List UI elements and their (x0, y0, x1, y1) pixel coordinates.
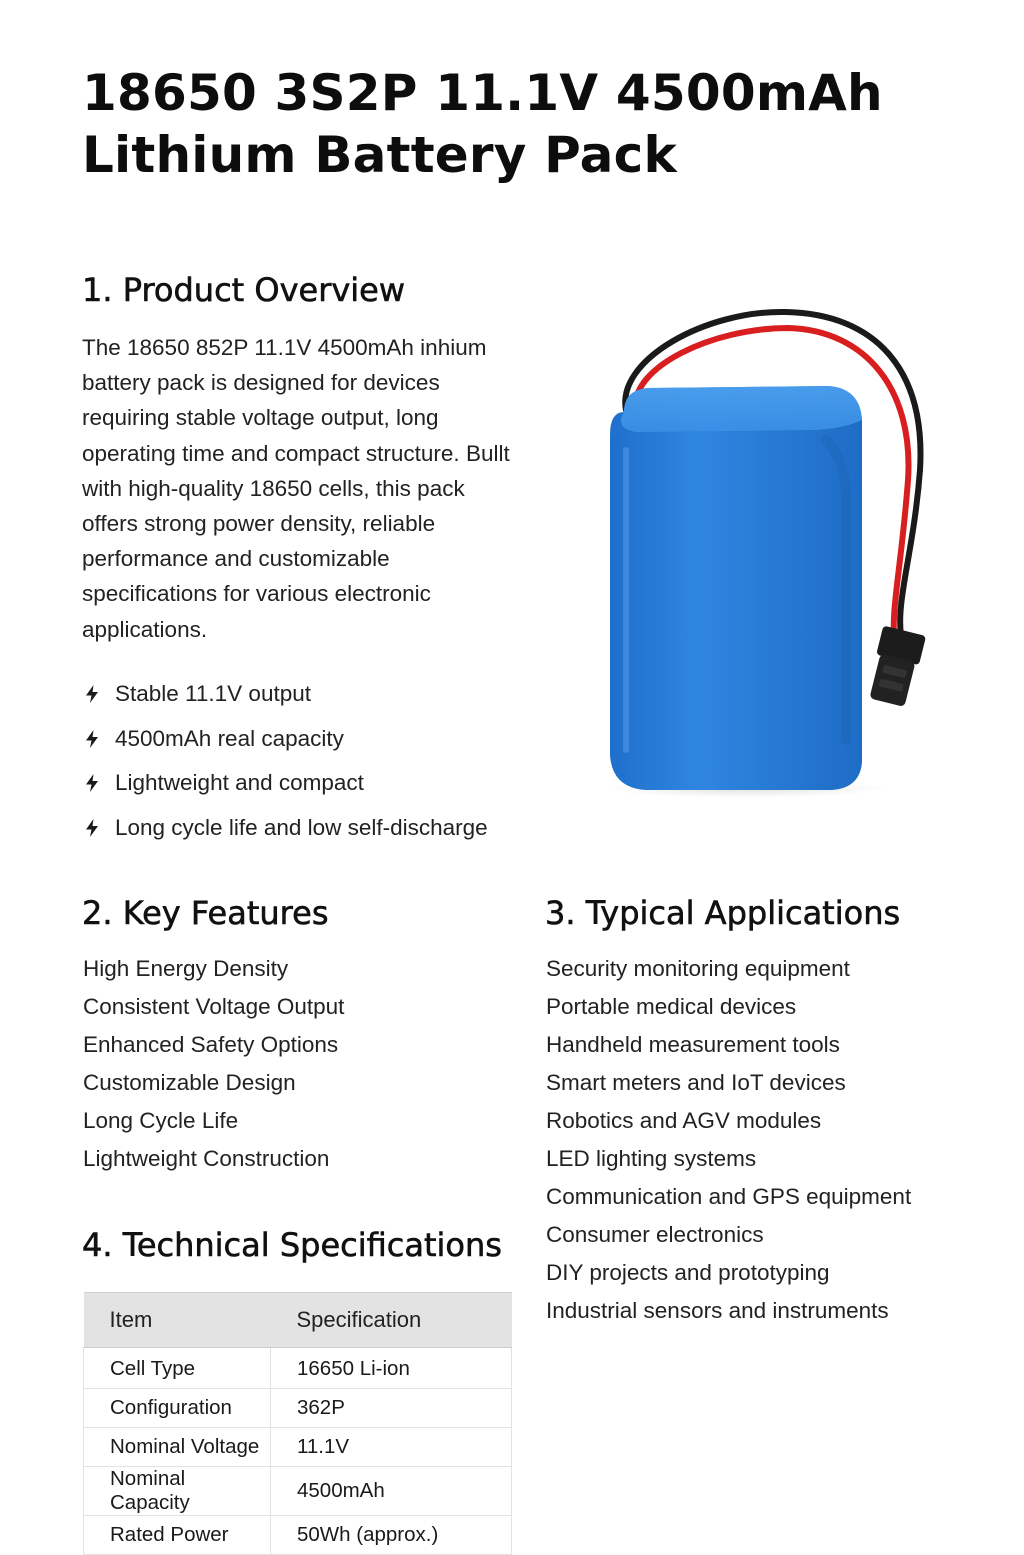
bullet-label: Lightweight and compact (115, 770, 364, 796)
list-item: LED lighting systems (546, 1146, 757, 1171)
key-features-heading: 2. Key Features (82, 894, 329, 932)
lightning-bolt-icon (82, 729, 102, 749)
list-item: High Energy Density (83, 956, 289, 981)
table-row (84, 1348, 512, 1389)
list-item: Smart meters and IoT devices (546, 1070, 846, 1095)
specs-table (83, 1292, 512, 1555)
overview-text: The 18650 852P 11.1V 4500mAh inhium battery pack is designed for devices requiring stable voltage output, long operating time and compact structure. Bullt with high-quality 18650 cells, this pack offers strong power density, reliable performance and customizable specifications for various electronic applications. (82, 335, 510, 642)
list-item: Enhanced Safety Options (83, 1032, 339, 1057)
applications-heading: 3. Typical Applications (545, 894, 901, 932)
list-item: Handheld measurement tools (546, 1032, 840, 1057)
list-item: Consistent Voltage Output (83, 994, 345, 1019)
applications-list (546, 950, 911, 1330)
spec-item: Cell Type (84, 1348, 271, 1389)
list-item: Lightweight Construction (83, 1146, 330, 1171)
key-features-list (83, 950, 344, 1178)
spec-value: 50Wh (approx.) (271, 1516, 512, 1555)
spec-value: 11.1V (271, 1428, 512, 1467)
lightning-bolt-icon (82, 773, 102, 793)
spec-item: Configuration (84, 1389, 271, 1428)
spec-item: Rated Power (84, 1516, 271, 1555)
overview-bullet-list (82, 672, 488, 850)
bullet-label: Stable 11.1V output (115, 681, 311, 707)
spec-value: 16650 Li-ion (271, 1348, 512, 1389)
spec-value: 4500mAh (271, 1467, 512, 1516)
specs-heading: 4. Technical Specifications (82, 1226, 502, 1264)
list-item: Communication and GPS equipment (546, 1184, 912, 1209)
lightning-bolt-icon (82, 818, 102, 838)
list-item: Long Cycle Life (83, 1108, 239, 1133)
table-row (84, 1516, 512, 1555)
table-header-row (84, 1293, 512, 1348)
table-row (84, 1467, 512, 1516)
table-row (84, 1428, 512, 1467)
list-item: Robotics and AGV modules (546, 1108, 822, 1133)
column-header-item: Item (84, 1293, 271, 1348)
overview-heading: 1. Product Overview (82, 271, 406, 309)
list-item (82, 806, 488, 851)
spec-item: Nominal Voltage (84, 1428, 271, 1467)
list-item: Security monitoring equipment (546, 956, 850, 981)
list-item: Industrial sensors and instruments (546, 1298, 889, 1323)
spec-value: 362P (271, 1389, 512, 1428)
list-item (82, 761, 488, 806)
table-row (84, 1389, 512, 1428)
list-item (82, 717, 488, 762)
battery-pack-image (596, 300, 956, 800)
list-item (82, 672, 488, 717)
lightning-bolt-icon (82, 684, 102, 704)
bullet-label: Long cycle life and low self-discharge (115, 814, 488, 840)
list-item: Portable medical devices (546, 994, 797, 1019)
list-item: Consumer electronics (546, 1222, 764, 1247)
page-title: 18650 3S2P 11.1V 4500mAh Lithium Battery Pack (82, 64, 883, 184)
list-item: Customizable Design (83, 1070, 296, 1095)
spec-item: Nominal Capacity (84, 1467, 271, 1516)
list-item: DIY projects and prototyping (546, 1260, 830, 1285)
bullet-label: 4500mAh real capacity (115, 725, 344, 751)
column-header-specification: Specification (271, 1293, 512, 1348)
